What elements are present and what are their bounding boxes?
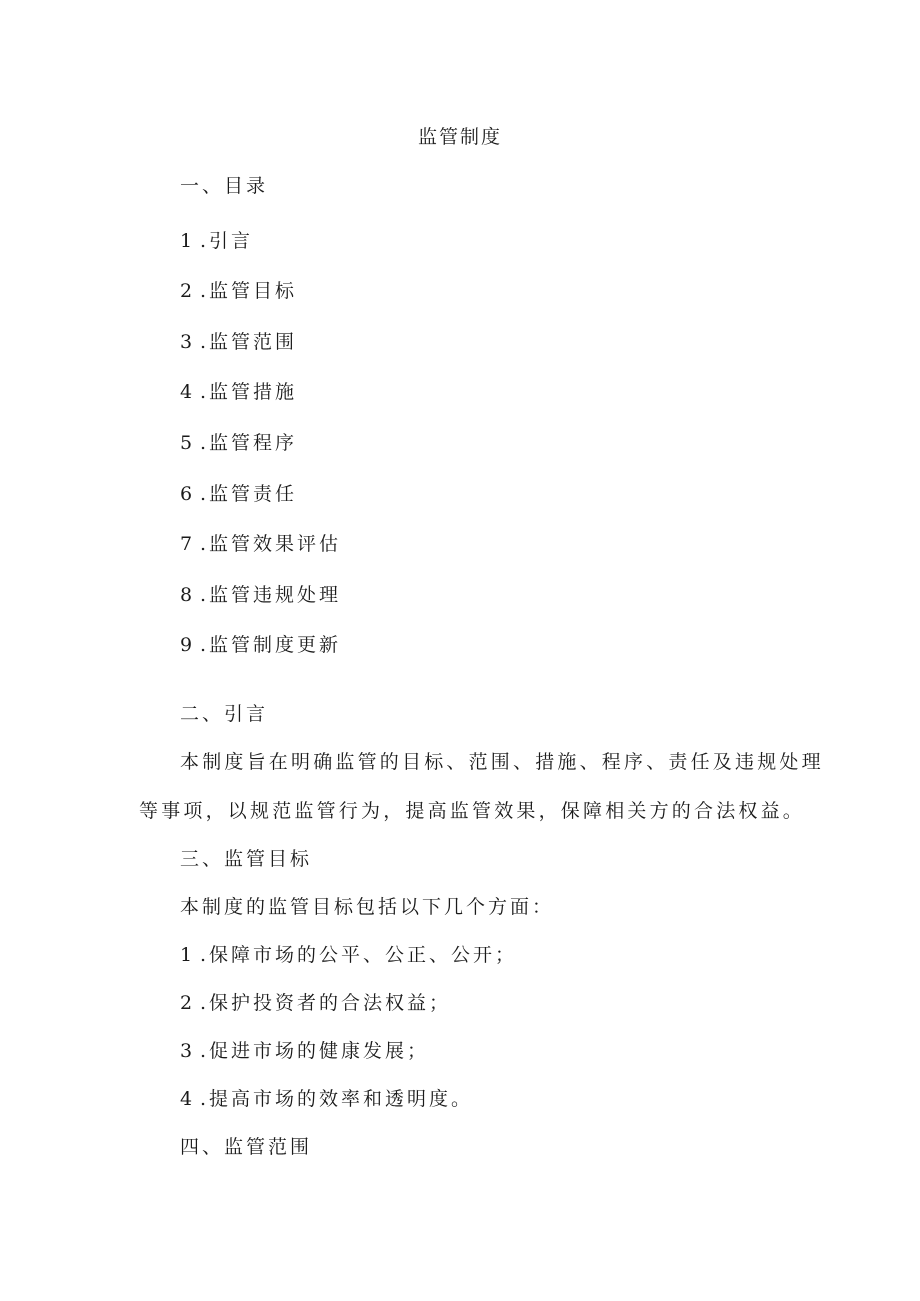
toc-item-label: .引言 xyxy=(200,230,254,252)
objective-item-2 xyxy=(180,988,451,1015)
toc-item-label: .监管程序 xyxy=(200,432,298,454)
toc-item-number: 4 xyxy=(180,381,193,403)
toc-item-label: .监管效果评估 xyxy=(200,533,342,555)
objective-item-3 xyxy=(180,1036,429,1063)
toc-item-number: 3 xyxy=(180,331,193,353)
section-heading-scope: 四、监管范围 xyxy=(180,1136,313,1158)
toc-item-number: 9 xyxy=(180,634,193,656)
objective-item-number: 2 xyxy=(180,992,193,1014)
objective-item-number: 3 xyxy=(180,1040,193,1062)
toc-item-6 xyxy=(180,479,297,506)
toc-item-number: 1 xyxy=(180,230,193,252)
toc-item-8 xyxy=(180,580,341,607)
objective-item-text: .保障市场的公平、公正、公开； xyxy=(200,944,518,966)
objective-item-text: .促进市场的健康发展； xyxy=(200,1040,430,1062)
toc-item-number: 5 xyxy=(180,432,193,454)
objective-item-number: 4 xyxy=(180,1088,193,1110)
toc-item-5 xyxy=(180,428,297,455)
toc-item-label: .监管措施 xyxy=(200,381,298,403)
toc-item-number: 7 xyxy=(180,533,193,555)
toc-item-7 xyxy=(180,529,341,556)
toc-item-4 xyxy=(180,377,297,404)
toc-heading: 一、目录 xyxy=(180,175,269,197)
objective-item-text: .保护投资者的合法权益； xyxy=(200,992,452,1014)
toc-item-number: 2 xyxy=(180,280,193,302)
objective-item-text: .提高市场的效率和透明度。 xyxy=(200,1088,474,1110)
toc-item-label: .监管责任 xyxy=(200,483,298,505)
objective-item-4 xyxy=(180,1084,473,1111)
objectives-intro: 本制度的监管目标包括以下几个方面： xyxy=(180,896,555,918)
toc-item-label: .监管违规处理 xyxy=(200,584,342,606)
section-heading-introduction: 二、引言 xyxy=(180,703,269,725)
section-heading-objectives: 三、监管目标 xyxy=(180,848,313,870)
document-title: 监管制度 xyxy=(417,126,502,148)
toc-item-9 xyxy=(180,630,341,657)
toc-item-2 xyxy=(180,276,297,303)
toc-item-3 xyxy=(180,327,297,354)
toc-item-number: 8 xyxy=(180,584,193,606)
objective-item-1 xyxy=(180,940,517,967)
toc-item-label: .监管制度更新 xyxy=(200,634,342,656)
introduction-paragraph-line-1: 本制度旨在明确监管的目标、范围、措施、程序、责任及违规处理 xyxy=(180,751,824,773)
introduction-paragraph-line-2: 等事项，以规范监管行为，提高监管效果，保障相关方的合法权益。 xyxy=(139,800,806,822)
toc-item-number: 6 xyxy=(180,483,193,505)
toc-item-1 xyxy=(180,226,253,253)
toc-item-label: .监管范围 xyxy=(200,331,298,353)
objective-item-number: 1 xyxy=(180,944,193,966)
toc-item-label: .监管目标 xyxy=(200,280,298,302)
